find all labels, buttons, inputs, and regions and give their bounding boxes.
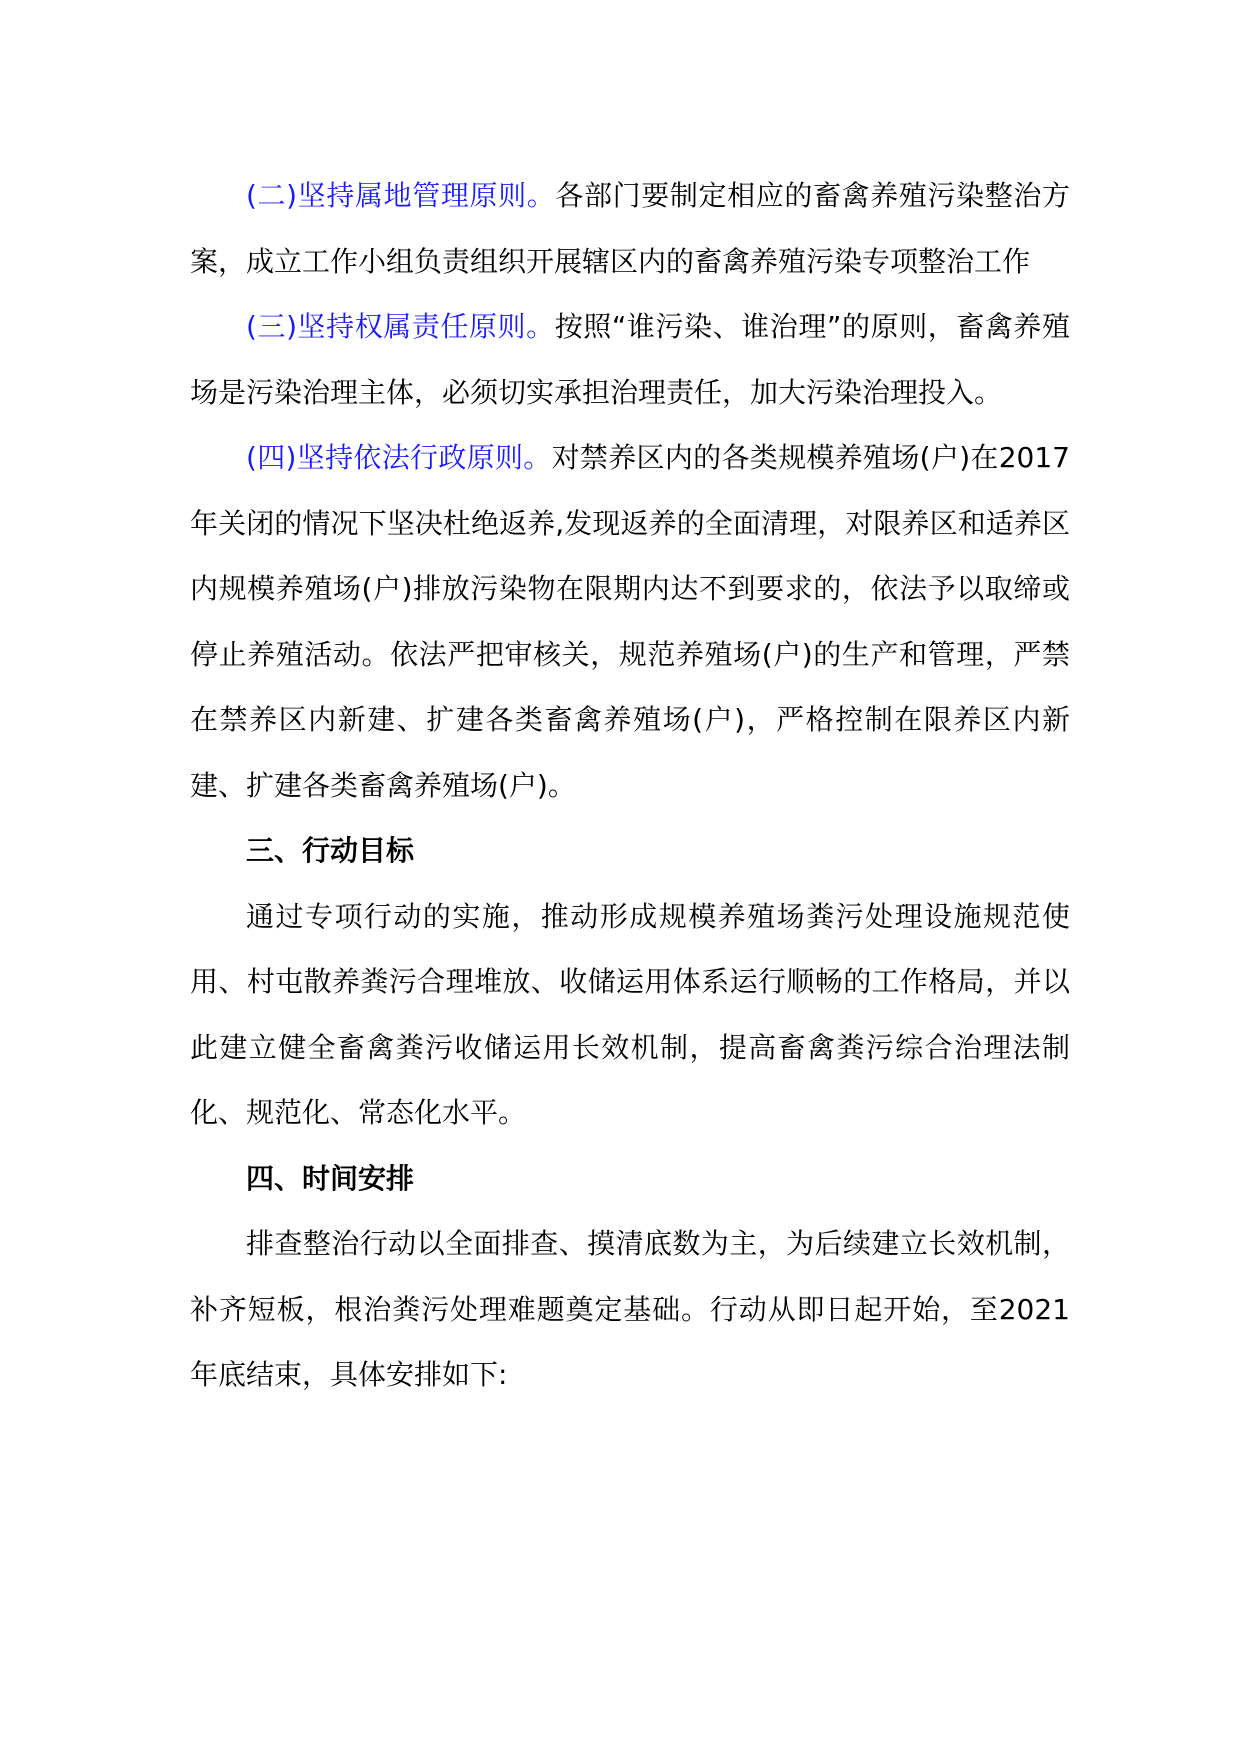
section-heading-action-goals: 三、行动目标 — [246, 834, 415, 867]
paragraph-action-goals: 通过专项行动的实施，推动形成规模养殖场粪污处理设施规范使用、村屯散养粪污合理堆放、收储运用体系运行顺畅的工作格局，并以此建立健全畜禽粪污收储运用长效机制，提高畜禽粪污综合治理法制化、规范化、常态化水平。 — [190, 899, 1070, 1129]
paragraph-lead: (二)坚持属地管理原则。 — [246, 179, 556, 212]
paragraph-lead: (三)坚持权属责任原则。 — [246, 310, 555, 343]
section-heading-schedule: 四、时间安排 — [246, 1161, 415, 1195]
paragraph-body: 对禁养区内的各类规模养殖场(户)在2017 年关闭的情况下坚决杜绝返养,发现返养的全面清理，对限养区和适养区内规模养殖场(户)排放污染物在限期内达不到要求的，依法予以取缔或停止养殖活动。依法严把审核关，规范养殖场(户)的生产和管理，严禁在禁养区内新建、扩建各类畜禽养殖场(户)，严格控制在限养区内新建、扩建各类畜禽养殖场(户)。 — [190, 441, 1070, 802]
paragraph-body: 各部门要制定相应的畜禽养殖污染整治方案，成立工作小组负责组织开展辖区内的畜禽养殖污染专项整治工作 — [190, 179, 1070, 278]
paragraph-lawful-administration-principle — [190, 425, 1070, 818]
document-page — [190, 163, 1070, 1408]
paragraph-territorial-principle — [190, 163, 1070, 294]
paragraph-schedule: 排查整治行动以全面排查、摸清底数为主，为后续建立长效机制，补齐短板，根治粪污处理难题奠定基础。行动从即日起开始，至2021 年底结束，具体安排如下: — [190, 1227, 1070, 1391]
paragraph-body: 按照“谁污染、谁治理”的原则，畜禽养殖场是污染治理主体，必须切实承担治理责任，加大污染治理投入。 — [190, 310, 1070, 409]
paragraph-ownership-principle — [190, 294, 1070, 425]
paragraph-lead: (四)坚持依法行政原则。 — [246, 441, 552, 474]
